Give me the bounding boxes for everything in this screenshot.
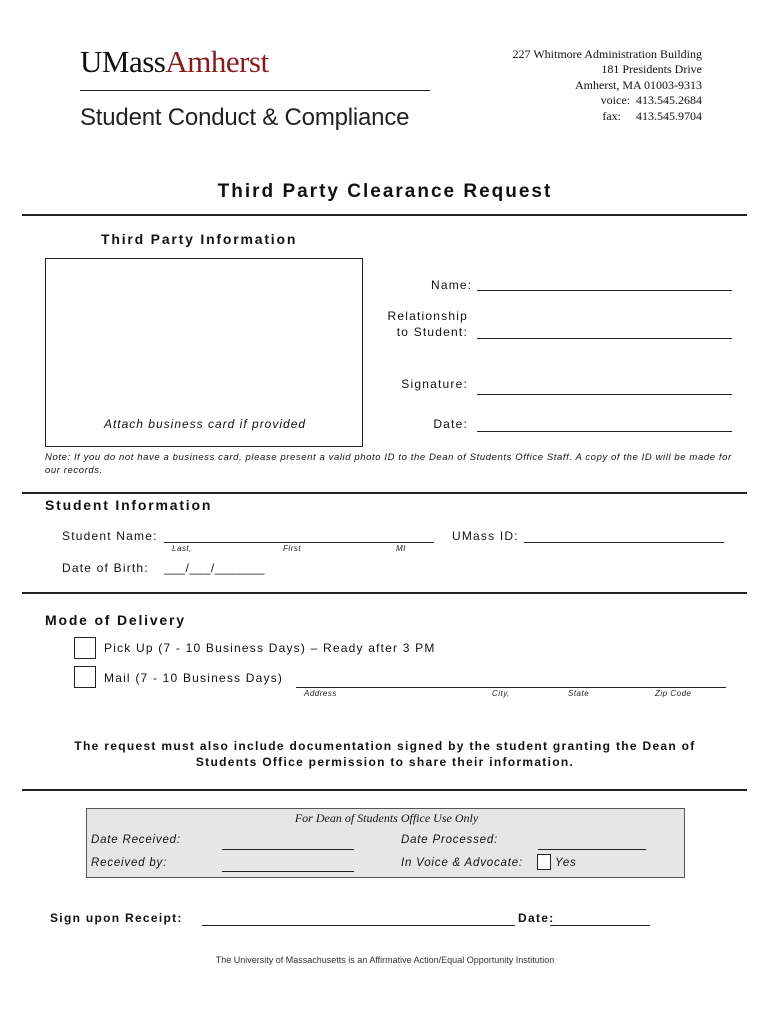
date-processed-field[interactable]	[538, 849, 646, 850]
in-voice-yes-label: Yes	[555, 857, 577, 869]
sub-state: State	[568, 689, 590, 698]
sub-zip: Zip Code	[655, 689, 692, 698]
umass-id-label: UMass ID:	[452, 529, 519, 543]
tp-date-field[interactable]	[477, 431, 732, 432]
delivery-rule	[22, 592, 747, 594]
third-party-heading: Third Party Information	[101, 231, 298, 247]
dob-field[interactable]: ___/___/_______	[164, 561, 265, 575]
title-rule	[22, 214, 747, 216]
address-line: Amherst, MA 01003-9313	[575, 77, 702, 92]
mail-address-field[interactable]	[296, 687, 726, 688]
sign-receipt-label: Sign upon Receipt:	[50, 911, 183, 925]
form-title: Third Party Clearance Request	[217, 181, 553, 202]
address-fax: fax: 413.545.9704	[602, 108, 702, 123]
address-line: 181 Presidents Drive	[601, 62, 702, 77]
office-use-title: For Dean of Students Office Use Only	[294, 811, 479, 825]
student-heading: Student Information	[45, 497, 213, 513]
id-note: Note: If you do not have a business card, please present a valid photo ID to the Dean of Students Office Staff. A copy of the ID will be made for our records.	[45, 452, 732, 476]
office-use-box	[86, 808, 685, 878]
tp-name-label: Name:	[431, 278, 473, 292]
sub-last: Last,	[172, 544, 192, 553]
pickup-label: Pick Up (7 - 10 Business Days) – Ready after 3 PM	[104, 641, 436, 655]
tp-signature-label: Signature:	[401, 377, 468, 391]
student-rule	[22, 492, 747, 494]
university-logo	[80, 46, 269, 77]
tp-relationship-field[interactable]	[477, 338, 732, 339]
tp-signature-field[interactable]	[477, 394, 732, 395]
sub-address: Address	[304, 689, 337, 698]
office-rule	[22, 789, 747, 791]
logo-divider	[80, 90, 430, 91]
mail-label: Mail (7 - 10 Business Days)	[104, 671, 284, 685]
date-received-field[interactable]	[222, 849, 354, 850]
umass-id-field[interactable]	[524, 542, 724, 543]
office-address	[513, 47, 702, 124]
receipt-date-field[interactable]	[550, 925, 650, 926]
sub-first: First	[283, 544, 302, 553]
date-processed-label: Date Processed:	[401, 834, 499, 846]
sub-mi: MI	[396, 544, 406, 553]
mail-checkbox[interactable]	[74, 666, 96, 688]
address-line: 227 Whitmore Administration Building	[512, 47, 702, 61]
tp-name-field[interactable]	[477, 290, 732, 291]
date-received-label: Date Received:	[91, 834, 181, 846]
logo-amherst: Amherst	[165, 44, 269, 79]
student-name-label: Student Name:	[62, 529, 158, 543]
business-card-label: Attach business card if provided	[103, 417, 307, 431]
tp-date-label: Date:	[433, 417, 468, 431]
dob-label: Date of Birth:	[62, 561, 149, 575]
footer-statement: The University of Massachusetts is an Affirmative Action/Equal Opportunity Institution	[215, 955, 555, 965]
logo-umass: UMass	[80, 44, 166, 79]
in-voice-yes-checkbox[interactable]	[537, 854, 551, 870]
received-by-label: Received by:	[91, 857, 168, 869]
tp-relationship-label	[360, 308, 468, 340]
address-voice: voice: 413.545.2684	[600, 93, 702, 108]
tp-relationship-line1: Relationship	[387, 309, 468, 323]
sub-city: City,	[492, 689, 510, 698]
received-by-field[interactable]	[222, 871, 354, 872]
in-voice-label: In Voice & Advocate:	[401, 857, 523, 869]
pickup-checkbox[interactable]	[74, 637, 96, 659]
department-name: Student Conduct & Compliance	[80, 104, 410, 131]
receipt-date-label: Date:	[518, 911, 555, 925]
documentation-notice: The request must also include documentation signed by the student granting the Dean of Students Office permission to share their information.	[74, 739, 696, 769]
business-card-area[interactable]	[45, 258, 363, 447]
sign-receipt-field[interactable]	[202, 925, 515, 926]
tp-relationship-line2: to Student:	[396, 325, 468, 339]
delivery-heading: Mode of Delivery	[45, 612, 186, 628]
student-name-field[interactable]	[164, 542, 434, 543]
